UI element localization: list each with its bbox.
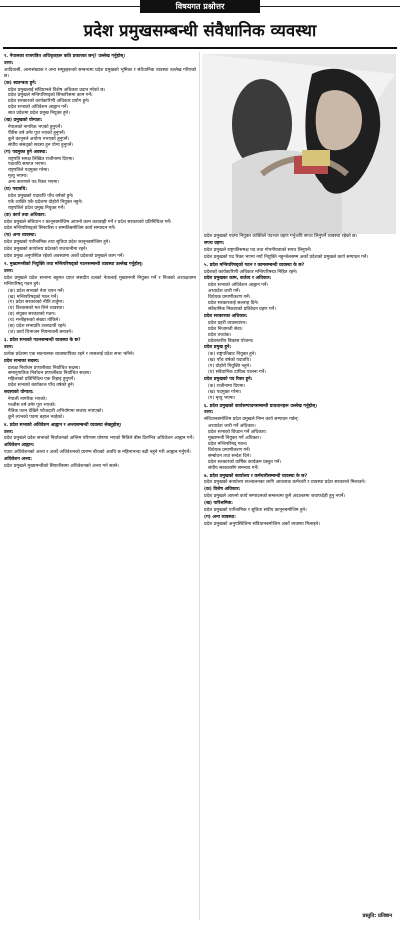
question-5: ५. प्रदेश मन्त्रिपरिषद्को गठन र कामसम्बन्धी व्यवस्था के छ? (204, 262, 305, 268)
question-3: ३. प्रदेश सभाको गठनसम्बन्धी व्यवस्था के छ? (4, 337, 81, 343)
subheading-ga: (ग) पदमुक्त हुने अवस्था: (4, 149, 48, 155)
answer-label-1: उत्तर: (4, 60, 14, 66)
paragraph: प्रदेश प्रमुखको अनुपस्थितिमा संविधानबमोजिम अर्को व्यवस्था मिलाइने। (204, 521, 320, 527)
list-item: (ख) मन्त्रिपरिषद्को गठन गर्ने। (8, 294, 58, 300)
list-item: संघीय सरकारसँग समन्वय गर्ने। (208, 465, 259, 471)
paragraph: प्रदेश प्रमुखको कार्यालय सञ्चालनका लागि आवश्यक कर्मचारी र व्यवस्था प्रदेश सरकारले मिलाउने। (204, 480, 366, 486)
list-item: अन्य कारणले पद रिक्त भएमा। (8, 180, 60, 186)
list-item: प्रदेश प्रमुखले मन्त्रिपरिषद्को सिफारिसमा काम गर्ने। (8, 93, 93, 99)
list-item: (ग) दोहोरो नियुक्ति नहुने। (208, 364, 251, 370)
list-item: (घ) संवैधानिक दायित्व पालना गर्ने। (208, 370, 266, 376)
list-item: सात प्रदेशमा प्रदेश प्रमुख नियुक्त हुने। (8, 111, 70, 117)
paragraph: प्रदेश मन्त्रिपरिषद्को सिफारिस र सम्मतिबमोजिम कार्य सम्पादन गर्ने। (4, 226, 116, 232)
list-item: विधेयक प्रमाणीकरण गर्ने। (208, 447, 251, 453)
paragraph: प्रदेश प्रमुख अनुपस्थित रहेको अवस्थामा अर्को प्रदेशको प्रमुखले काम गर्ने। (4, 254, 125, 260)
paragraph: प्रदेश प्रमुखको पद रिक्त भएमा नयाँ नियुक्ति नहुन्जेलसम्म अर्को प्रदेशको प्रमुखले कार्य सम्पादन गर्ने। (204, 254, 369, 260)
subheading: सदस्यको योग्यता: (4, 390, 34, 396)
subheading: (ग) अन्य व्यवस्था: (204, 514, 236, 520)
list-item: प्रत्यक्ष निर्वाचन प्रणालीबाट निर्वाचित सदस्य। (8, 365, 81, 371)
subheading: अधिवेशन आह्वान: (4, 443, 35, 449)
answer-label-6: उत्तर: (204, 410, 214, 416)
paragraph: प्रदेश प्रमुखको पारिश्रमिक तथा सुविधा प्रदेश कानूनबमोजिम हुने। (4, 240, 111, 246)
subheading: प्रदेश प्रमुखको पद रिक्त हुने: (204, 376, 253, 382)
subheading: प्रदेश सभाका सदस्य: (4, 358, 40, 364)
list-item: नैतिक पतन देखिने फौजदारी अभियोगमा सजाय नपाएको। (8, 408, 104, 414)
section-tag: विषयगत प्रश्नोत्तर (140, 0, 260, 13)
list-item: समानुपातिक निर्वाचन प्रणालीबाट निर्वाचित सदस्य। (8, 371, 92, 377)
question-2: २. मुख्यमन्त्रीको नियुक्ति तथा मन्त्रिपरिषद्को गठनसम्बन्धी व्यवस्था उल्लेख गर्नुहोस्। (4, 262, 143, 267)
subheading: (क) विशेष अधिकार: (204, 487, 241, 493)
list-item: पैँतीस वर्ष उमेर पूरा भएको हुनुपर्ने। (8, 130, 66, 136)
list-item: संघीय संसद्को सदस्य हुन योग्य हुनुपर्ने। (8, 142, 74, 148)
headline-rule (3, 47, 397, 49)
paragraph: प्रदेश प्रमुखले संविधान र कानूनबमोजिम आफ्नो काम कारबाही गर्ने र प्रदेश सरकारको प्रतिनिधित्व गर्ने। (4, 219, 172, 225)
question-4: ४. प्रदेश सभाको अधिवेशन आह्वान र अन्त्यसम्बन्धी व्यवस्था लेख्नुहोस्। (4, 422, 122, 428)
list-item: प्रदेश सरकारलाई सल्लाह दिने। (208, 301, 259, 307)
question-6: ६. प्रदेश प्रमुखको कार्यसम्पादनसम्बन्धी प्रावधानहरू उल्लेख गर्नुहोस्। (204, 403, 317, 409)
list-item: नेपाली नागरिक भएको। (8, 397, 47, 403)
list-item: (ख) पदमुक्त गरेमा। (208, 389, 242, 395)
paragraph: संविधानबमोजिम प्रदेश प्रमुखले निम्न कार्य सम्पादन गर्छन्: (204, 417, 299, 423)
list-item: प्रदेश सभाको अधिवेशन आह्वान गर्ने। (208, 283, 269, 289)
list-item: प्रदेश प्रहरी व्यवस्थापन। (208, 320, 247, 326)
list-item: राष्ट्रपतिले पदमुक्त गरेमा। (8, 168, 50, 174)
answer-label-4: उत्तर: (4, 429, 14, 435)
list-item: (क) प्रदेश सभाको नेता चयन गर्ने। (8, 288, 65, 294)
paragraph: प्रदेशको कार्यकारिणी अधिकार मन्त्रिपरिषद्मा निहित रहने। (204, 269, 298, 275)
list-item: एकै व्यक्ति एकै प्रदेशमा दोहोरो नियुक्त नहुने। (8, 199, 83, 205)
list-item: राष्ट्रपतिले प्रदेश प्रमुख नियुक्त गर्ने। (8, 205, 65, 211)
list-item: मृत्यु भएमा। (8, 174, 28, 180)
list-item: प्रदेश प्रमुखको पदावधि पाँच वर्षको हुने। (8, 193, 74, 199)
list-item: प्रदेश निजामती सेवा। (208, 326, 243, 332)
column-separator (199, 52, 200, 920)
subheading-nga: (ङ) कार्य तथा अधिकार: (4, 212, 47, 218)
paragraph: प्रदेश प्रमुखको पदमा नियुक्त व्यक्तिले पदभार ग्रहण गर्नुअघि सपथ लिनुपर्ने व्यवस्था रहेको छ। (204, 234, 358, 239)
top-bar (0, 0, 400, 14)
list-item: (घ) विश्वासको मत लिने व्यवस्था। (8, 306, 64, 312)
subheading-kha: (ख) प्रमुखको योग्यता: (4, 118, 43, 124)
list-item: प्रदेश सभाको कार्यकाल पाँच वर्षको हुने। (8, 383, 75, 389)
list-item: (छ) प्रदेश सभाप्रति उत्तरदायी रहने। (8, 324, 67, 330)
subheading: सपथ ग्रहण: (204, 240, 225, 246)
list-item: (ङ) संयुक्त सरकारको गठन। (8, 312, 56, 318)
subheading: प्रदेश प्रमुखका काम, कर्तव्य र अधिकार: (204, 276, 272, 282)
subheading: प्रदेश प्रमुख हुने: (204, 345, 232, 351)
question-1: १. नेपालका राजपत्रित अधिकृतहरू कति प्रकारका छन्? उल्लेख गर्नुहोस्। (4, 54, 125, 59)
list-item: अध्यादेश जारी गर्ने अधिकार। (208, 424, 256, 430)
headline: प्रदेश प्रमुखसम्बन्धी संवैधानिक व्यवस्था (83, 21, 317, 40)
list-item: प्रदेश तथ्यांक। (208, 332, 232, 338)
photo-spacer (204, 52, 396, 234)
list-item: (क) राष्ट्रपतिबाट नियुक्त हुने। (208, 352, 257, 358)
right-column (204, 52, 396, 920)
list-item: कुनै कानूनले अयोग्य नभएको हुनुपर्ने। (8, 136, 70, 142)
list-item: अध्यादेश जारी गर्ने। (208, 289, 241, 295)
list-item: प्रदेश प्रमुखलाई संविधानले विशेष अधिकार प्रदान गरेको छ। (8, 87, 106, 93)
list-item: (च) मन्त्रीहरूको संख्या तोकिने। (8, 318, 61, 324)
paragraph: प्रत्येक प्रदेशमा एक सदनात्मक व्यवस्थापिका रहने र त्यसलाई प्रदेश सभा भनिने। (4, 351, 135, 357)
list-item: नेपालको नागरिक भएको हुनुपर्ने। (8, 124, 62, 130)
subheading: (ख) पारिश्रमिक: (204, 501, 233, 507)
paragraph: प्रदेश प्रमुखले मुख्यमन्त्रीको सिफारिसमा अधिवेशनको अन्त्य गर्न सक्ने। (4, 464, 119, 470)
list-item: कुनै लाभको पदमा बहाल नरहेको। (8, 414, 64, 420)
list-item: मुख्यमन्त्री नियुक्त गर्ने अधिकार। (208, 436, 261, 442)
paragraph: एउटा अधिवेशनको अन्त्य र अर्को अधिवेशनको प्रारम्भ बीचको अवधि छ महिनाभन्दा बढी नहुने गरी आह्वान गर्नुपर्ने। (4, 450, 191, 456)
byline: प्रस्तुति: प्रतिष्ठान (362, 913, 392, 919)
list-item: (ख) पाँच वर्षको पदावधि। (208, 358, 251, 364)
list-item: (ज) कार्य विभाजन नियमावली बनाउने। (8, 329, 73, 335)
list-item: प्रदेश सभाको विघटन गर्ने अधिकार। (208, 430, 267, 436)
paragraph: प्रदेश प्रमुखले प्रदेश सभाको निर्वाचनको अन्तिम परिणाम घोषणा भएको मितिले बीस दिनभित्र अधिवेशन आह्वान गर्ने। (4, 436, 194, 442)
list-item: प्रदेश सरकारको वार्षिक कार्यक्रम प्रस्तुत गर्ने। (208, 459, 282, 465)
list-item: (ग) मृत्यु भएमा। (208, 395, 236, 401)
list-item: प्रदेशस्तरीय विकास योजना। (208, 338, 254, 344)
paragraph: आदिवासी, अल्पसंख्यक र अन्य समूहहरूको सम्बन्धमा प्रदेश प्रमुखको भूमिका र संवैधानिक व्यवस्था उल्लेख गरिएको छ। (4, 67, 196, 79)
paragraph: प्रदेश प्रमुखको पारिश्रमिक र सुविधा संघीय कानूनबमोजिम हुने। (204, 508, 307, 514)
list-item: महिलाको प्रतिनिधित्व एक तिहाइ हुनुपर्ने। (8, 377, 75, 383)
list-item: विधेयक प्रमाणीकरण गर्ने। (208, 295, 251, 301)
list-item: पदावधि समाप्त भएमा। (8, 162, 47, 168)
answer-label-2: उत्तर: (4, 268, 14, 274)
list-item: प्रदेश सभाको अधिवेशन आह्वान गर्ने। (8, 105, 69, 111)
list-item: (ग) प्रदेश सरकारको नीति तर्जुमा। (8, 300, 64, 306)
paragraph: प्रदेश प्रमुखले आफ्नो कार्य सम्पादनको सम्बन्धमा कुनै अदालतमा जवाफदेही हुनु नपर्ने। (204, 494, 346, 500)
subheading: अधिवेशन अन्त्य: (4, 457, 33, 463)
subheading-cha: (च) अन्य व्यवस्था: (4, 233, 37, 239)
paragraph: प्रदेश प्रमुखको कार्यालय प्रदेशको राजधानीमा रहने। (4, 247, 88, 253)
paragraph: प्रदेश प्रमुखले राष्ट्रपतिसमक्ष पद तथा गोपनीयताको सपथ लिनुपर्ने। (204, 247, 312, 253)
question-7: ७. प्रदेश प्रमुखको कार्यालय र कर्मचारीसम्बन्धी व्यवस्था के छ? (204, 473, 308, 479)
left-column (4, 52, 196, 920)
subheading-ka: (क) स्वतन्त्रता हुने: (4, 80, 37, 86)
list-item: (क) राजीनामा दिएमा। (208, 383, 246, 389)
list-item: पच्चीस वर्ष उमेर पूरा भएको। (8, 402, 56, 408)
list-item: प्रदेश सरकारको कार्यकारिणी अधिकार प्रयोग हुने। (8, 99, 90, 105)
subheading-gha: (घ) पदावधि: (4, 187, 28, 193)
list-item: सम्बोधन तथा सन्देश दिने। (208, 453, 251, 459)
list-item: प्रदेश मन्त्रिपरिषद् गठन। (208, 442, 248, 447)
list-item: राष्ट्रपति समक्ष लिखित राजीनामा दिएमा। (8, 156, 75, 162)
answer-label-3: उत्तर: (4, 344, 14, 350)
paragraph: प्रदेश प्रमुखले प्रदेश सभामा बहुमत प्राप्त संसदीय दलको नेतालाई मुख्यमन्त्री नियुक्त गर्ने र निजको अध्यक्षतामा मन्त्रिपरिषद् गठन हुने। (4, 275, 196, 287)
subheading: प्रदेश सरकारका अधिकार: (204, 313, 248, 319)
list-item: संवैधानिक निकायको प्रतिवेदन ग्रहण गर्ने। (208, 306, 276, 312)
